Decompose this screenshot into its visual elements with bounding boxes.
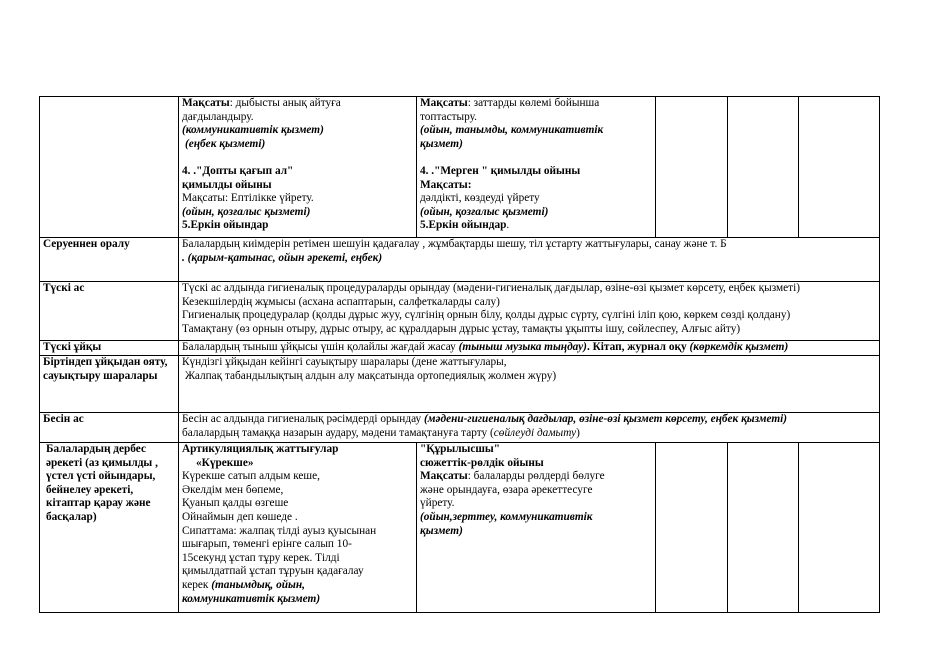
activity-cell-b (417, 97, 656, 238)
game-goal: Мақсаты: Ептілікке үйрету. (182, 192, 314, 205)
row-text: Тамақтану (өз орнын отыру, дұрыс отыру, ас құралдарын дұрыс ұстау, тамақты ұқыпты ішу, сөйлеспеу, Алғыс айту) (182, 322, 741, 335)
goal-text: топтастыру. (420, 110, 477, 123)
table-row (40, 443, 880, 613)
activity-type: коммуникативтік қызмет) (182, 592, 321, 605)
activity-type: (ойын, танымды, коммуникативтік (420, 124, 604, 137)
goal-text: : балаларды рөлдерді бөлуге (467, 470, 605, 483)
table-row (40, 282, 880, 341)
free-play: 5.Еркін ойындар (420, 219, 507, 232)
poem-line: Әкелдім мен бөпеме, (182, 483, 284, 496)
poem-line: Күрекше сатып алдым кеше, (182, 470, 320, 483)
row-label: Балалардың дербес әрекеті (аз қимылды , үстел үсті ойындары, бейнелеу әрекеті, кітаптар қарау және басқалар) (40, 443, 179, 613)
row-text: ) (576, 426, 580, 439)
empty-cell (799, 443, 880, 613)
description: қимылдатпай ұстап тұруын қадағалау (182, 565, 364, 578)
game-subtitle: қимылды ойыны (182, 178, 272, 191)
goal-label: Мақсаты: (420, 178, 472, 191)
row-text: Түскі ас алдында гигиеналық процедураларды орындау (мәдени-гигиеналық дағдылар, өзіне-өзі қызмет көрсету, еңбек қызметі) (182, 282, 800, 294)
row-text: балалардың тамаққа назарын аудару, мәдени тамақтануға тарту ( (182, 426, 494, 439)
poem-line: Қуанып қалды өзгеше (182, 497, 289, 510)
empty-cell (728, 97, 799, 238)
description: 15секунд ұстап тұру керек. Тілді (182, 551, 340, 564)
table-row (40, 341, 880, 356)
row-label: Түскі ас (40, 282, 179, 341)
activity-cell-a (179, 97, 417, 238)
game-title: "Құрылысшы" (420, 443, 501, 455)
activity-type: (тыныш музыка тыңдау) (458, 341, 587, 353)
row-label: Серуеннен оралу (40, 238, 179, 282)
empty-cell (728, 443, 799, 613)
row-label-cell (40, 97, 179, 238)
row-label: Біртіндеп ұйқыдан ояту, сауықтыру шаралары (40, 356, 179, 413)
free-play-end: . (506, 219, 510, 232)
row-content (179, 413, 880, 443)
goal-label: Мақсаты (420, 97, 468, 109)
activity-cell-a (179, 443, 417, 613)
row-label: Түскі ұйқы (40, 341, 179, 356)
row-text: Бесін ас алдында гигиеналық рәсімдерді орындау (182, 413, 424, 425)
goal-text: дағдыландыру. (182, 110, 254, 123)
row-text: . Кітап, журнал оқу (586, 341, 690, 353)
table-row (40, 413, 880, 443)
table-row (40, 238, 880, 282)
game-title: 4. ."Мерген " қимылды ойыны (420, 164, 581, 177)
activity-type: (танымдық, ойын, (211, 578, 305, 591)
activity-type: (еңбек қызметі) (185, 137, 266, 150)
goal-text: : заттарды көлемі бойынша (467, 97, 600, 109)
row-content (179, 341, 880, 356)
goal-text: үйрету. (420, 497, 455, 510)
description: керек (182, 578, 212, 591)
game-subtitle: сюжеттік-рөлдік ойыны (420, 456, 544, 469)
game-title: 4. ."Допты қағып ал" (182, 164, 294, 177)
activity-type: (ойын, қозғалыс қызметі) (420, 205, 549, 218)
row-text: Жалпақ табандылықтың алдын алу мақсатында ортопедиялық жолмен жүру) (185, 369, 557, 382)
row-content (179, 282, 880, 341)
row-content (179, 356, 880, 413)
activity-type: қызмет) (420, 137, 463, 150)
row-text: Кезекшілердің жұмысы (асхана аспаптарын, салфеткаларды салу) (182, 295, 500, 308)
empty-cell (799, 97, 880, 238)
activity-type: . (қарым-қатынас, ойын әрекеті, еңбек) (182, 251, 383, 264)
row-content (179, 238, 880, 282)
poem-line: Ойнаймын деп көшеде . (182, 510, 298, 523)
goal-label: Мақсаты (182, 97, 230, 109)
table-row (40, 97, 880, 238)
activity-cell-b (417, 443, 656, 613)
table-row (40, 356, 880, 413)
row-text: Балалардың тыныш ұйқысы үшін қолайлы жағдай жасау (182, 341, 459, 353)
activity-type: сөйлеуді дамыту (493, 426, 577, 439)
empty-cell (656, 97, 728, 238)
description: Сипаттама: жалпақ тілді ауыз қуысынан (182, 524, 377, 537)
row-text: Балалардың киімдерін ретімен шешуін қадағалау , жұмбақтарды шешу, тіл ұстарту жаттығулары, санау және т. Б (182, 238, 727, 250)
row-label: Бесін ас (40, 413, 179, 443)
row-text: Гигиеналық процедуралар (қолды дұрыс жуу, сүлгінің орнын білу, қолды дұрыс сүрту, сүлгіні іліп қою, көркем сөзді қолдану) (182, 309, 791, 322)
activity-type: (ойын, қозғалыс қызметі) (182, 205, 311, 218)
goal-text: және орындауға, өзара әрекеттесуге (420, 483, 593, 496)
activity-type: (коммуникативтік қызмет) (182, 124, 324, 137)
daily-schedule-table (39, 96, 880, 613)
description: шығарып, төменгі ерінге салып 10- (182, 538, 352, 551)
empty-cell (656, 443, 728, 613)
goal-text: : дыбысты анық айтуға (229, 97, 341, 109)
game-goal: дәлдікті, көздеуді үйрету (420, 192, 540, 205)
exercise-subtitle: «Күрекше» (196, 456, 254, 469)
activity-type: қызмет) (420, 524, 463, 537)
free-play: 5.Еркін ойындар (182, 219, 269, 232)
activity-type: (көркемдік қызмет) (689, 341, 789, 353)
row-text: Күндізгі ұйқыдан кейінгі сауықтыру шаралары (дене жаттығулары, (182, 356, 507, 368)
activity-type: (ойын,зерттеу, коммуникативтік (420, 510, 593, 523)
activity-type: (мәдени-гигиеналық дағдылар, өзіне-өзі қызмет көрсету, еңбек қызметі) (423, 413, 788, 425)
goal-label: Мақсаты (420, 470, 468, 483)
exercise-title: Артикуляциялық жаттығулар (182, 443, 339, 455)
